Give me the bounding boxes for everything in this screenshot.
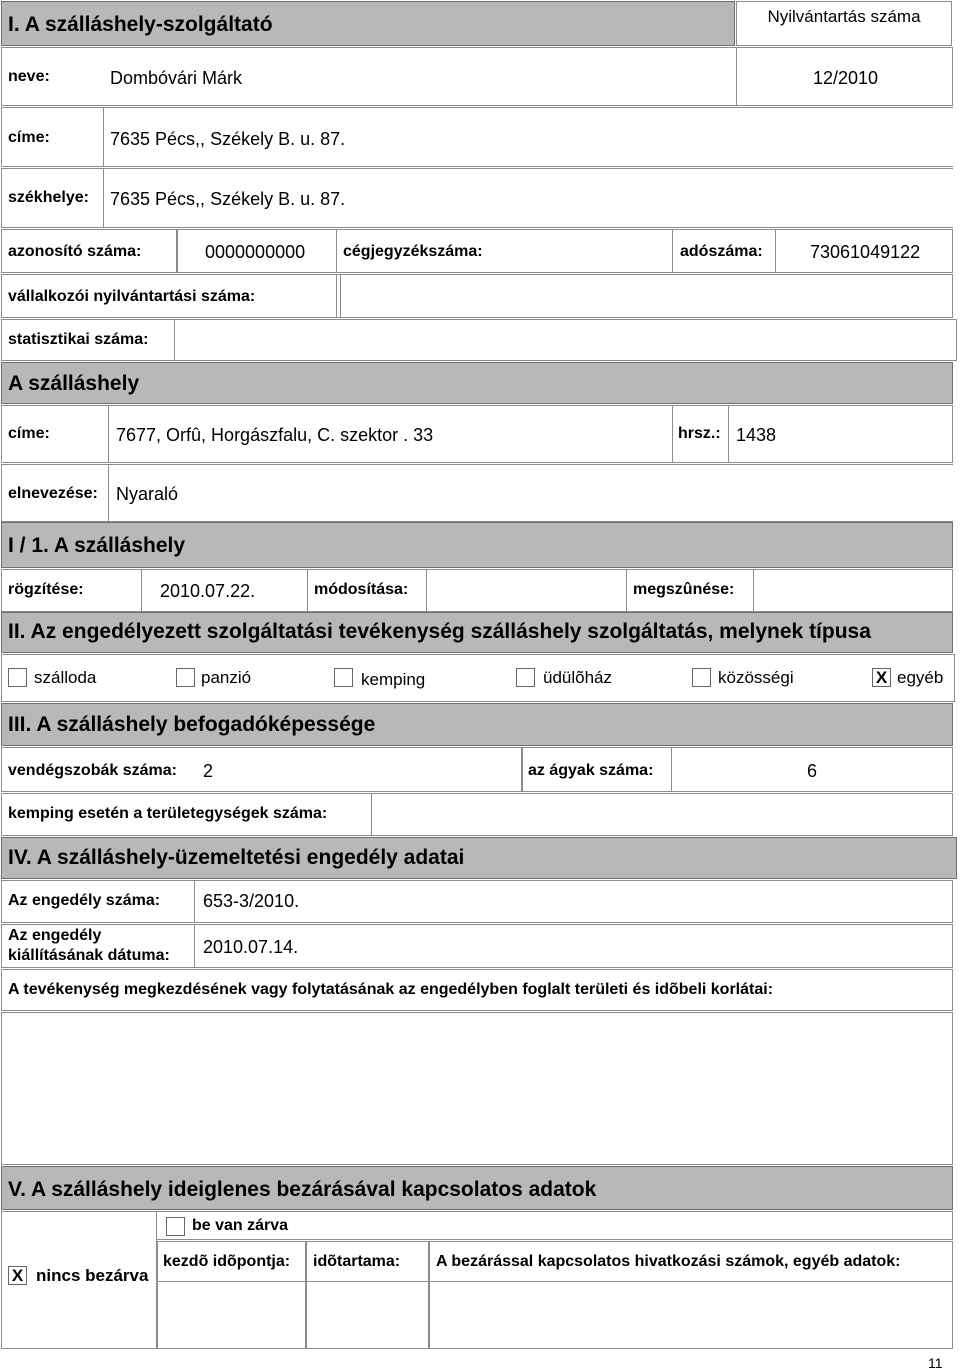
beds-value[interactable]: 6: [807, 761, 818, 781]
name-value[interactable]: Dombóvári Márk: [110, 68, 243, 88]
reg-number-value[interactable]: 12/2010: [813, 68, 879, 88]
section4-title: IV. A szálláshely-üzemeltetési engedély adatai: [8, 846, 465, 869]
type-label-kozossegi: közösségi: [718, 668, 794, 687]
issue-date-value[interactable]: 2010.07.14.: [203, 937, 299, 957]
page-number: 11: [928, 1355, 943, 1371]
not-closed-checkbox[interactable]: X: [8, 1266, 27, 1285]
section3-title: III. A szálláshely befogadóképessége: [8, 713, 376, 736]
tax-label: adószáma:: [680, 243, 763, 260]
terminated-label: megszûnése:: [633, 581, 735, 598]
address-label: címe:: [8, 129, 50, 146]
type-label-egyeb: egyéb: [897, 668, 944, 687]
start-value-cell[interactable]: [157, 1282, 306, 1349]
beds-label: az ágyak száma:: [528, 762, 654, 779]
seat-label: székhelye:: [8, 189, 89, 206]
type-checkbox-egyeb[interactable]: X: [872, 668, 891, 687]
acc-name-value[interactable]: Nyaraló: [116, 484, 179, 504]
modified-label: módosítása:: [314, 581, 409, 598]
id-label: azonosító száma:: [8, 243, 142, 260]
entrepreneur-value-cell[interactable]: [340, 274, 953, 318]
company-reg-label: cégjegyzékszáma:: [343, 243, 483, 260]
stat-label: statisztikai száma:: [8, 331, 149, 348]
limits-textarea[interactable]: [1, 1012, 953, 1165]
type-checkbox-panzio[interactable]: [176, 668, 195, 687]
hrsz-label: hrsz.:: [678, 425, 721, 442]
recorded-value[interactable]: 2010.07.22.: [160, 581, 256, 601]
camping-label: kemping esetén a területegységek száma:: [8, 805, 328, 822]
duration-label: idõtartama:: [313, 1253, 401, 1270]
start-label: kezdõ idõpontja:: [163, 1253, 291, 1270]
type-label-kemping: kemping: [361, 670, 426, 689]
rooms-label: vendégszobák száma:: [8, 762, 177, 779]
id-value[interactable]: 0000000000: [205, 242, 306, 262]
accommodation-title: A szálláshely: [8, 372, 140, 395]
acc-address-value[interactable]: 7677, Orfû, Horgászfalu, C. szektor . 33: [116, 425, 434, 445]
seat-value[interactable]: 7635 Pécs,, Székely B. u. 87.: [110, 189, 346, 209]
acc-address-label: címe:: [8, 425, 50, 442]
refs-value-cell[interactable]: [429, 1282, 953, 1349]
rooms-value[interactable]: 2: [203, 761, 214, 781]
type-checkbox-szalloda[interactable]: [8, 668, 27, 687]
tax-value[interactable]: 73061049122: [810, 242, 921, 262]
issue-label-line1: Az engedély: [8, 927, 102, 944]
type-checkbox-udulohaz[interactable]: [516, 668, 535, 687]
i1-row: [1, 569, 953, 612]
type-label-udulohaz: üdülõház: [543, 668, 613, 687]
type-label-panzio: panzió: [201, 668, 252, 687]
permit-no-label: Az engedély száma:: [8, 892, 161, 909]
section1-title: I. A szálláshely-szolgáltató: [8, 13, 273, 36]
type-label-szalloda: szálloda: [34, 668, 97, 687]
closed-checkbox[interactable]: [166, 1217, 185, 1236]
recorded-label: rögzítése:: [8, 581, 84, 598]
refs-label: A bezárással kapcsolatos hivatkozási számok, egyéb adatok:: [436, 1253, 901, 1270]
types-row: [1, 654, 955, 702]
not-closed-label: nincs bezárva: [36, 1266, 149, 1285]
type-checkbox-kemping[interactable]: [334, 668, 353, 687]
section2-title: II. Az engedélyezett szolgáltatási tevékenység szálláshely szolgáltatás, melynek típusa: [8, 620, 871, 643]
section-i1-title: I / 1. A szálláshely: [8, 534, 186, 557]
address-value[interactable]: 7635 Pécs,, Székely B. u. 87.: [110, 129, 346, 149]
type-checkbox-kozossegi[interactable]: [692, 668, 711, 687]
closed-label: be van zárva: [192, 1217, 289, 1234]
section5-title: V. A szálláshely ideiglenes bezárásával kapcsolatos adatok: [8, 1178, 597, 1201]
permit-no-value[interactable]: 653-3/2010.: [203, 891, 300, 911]
issue-label-line2: kiállításának dátuma:: [8, 947, 170, 964]
entrepreneur-label: vállalkozói nyilvántartási száma:: [8, 288, 256, 305]
name-label: neve:: [8, 68, 50, 85]
reg-number-header: Nyilvántartás száma: [767, 7, 921, 26]
accommodation-header: [1, 362, 953, 404]
duration-value-cell[interactable]: [306, 1282, 429, 1349]
acc-name-label: elnevezése:: [8, 485, 98, 502]
hrsz-value[interactable]: 1438: [736, 425, 777, 445]
limits-label: A tevékenység megkezdésének vagy folytatásának az engedélyben foglalt területi és idõbeli korlátai:: [8, 981, 774, 998]
